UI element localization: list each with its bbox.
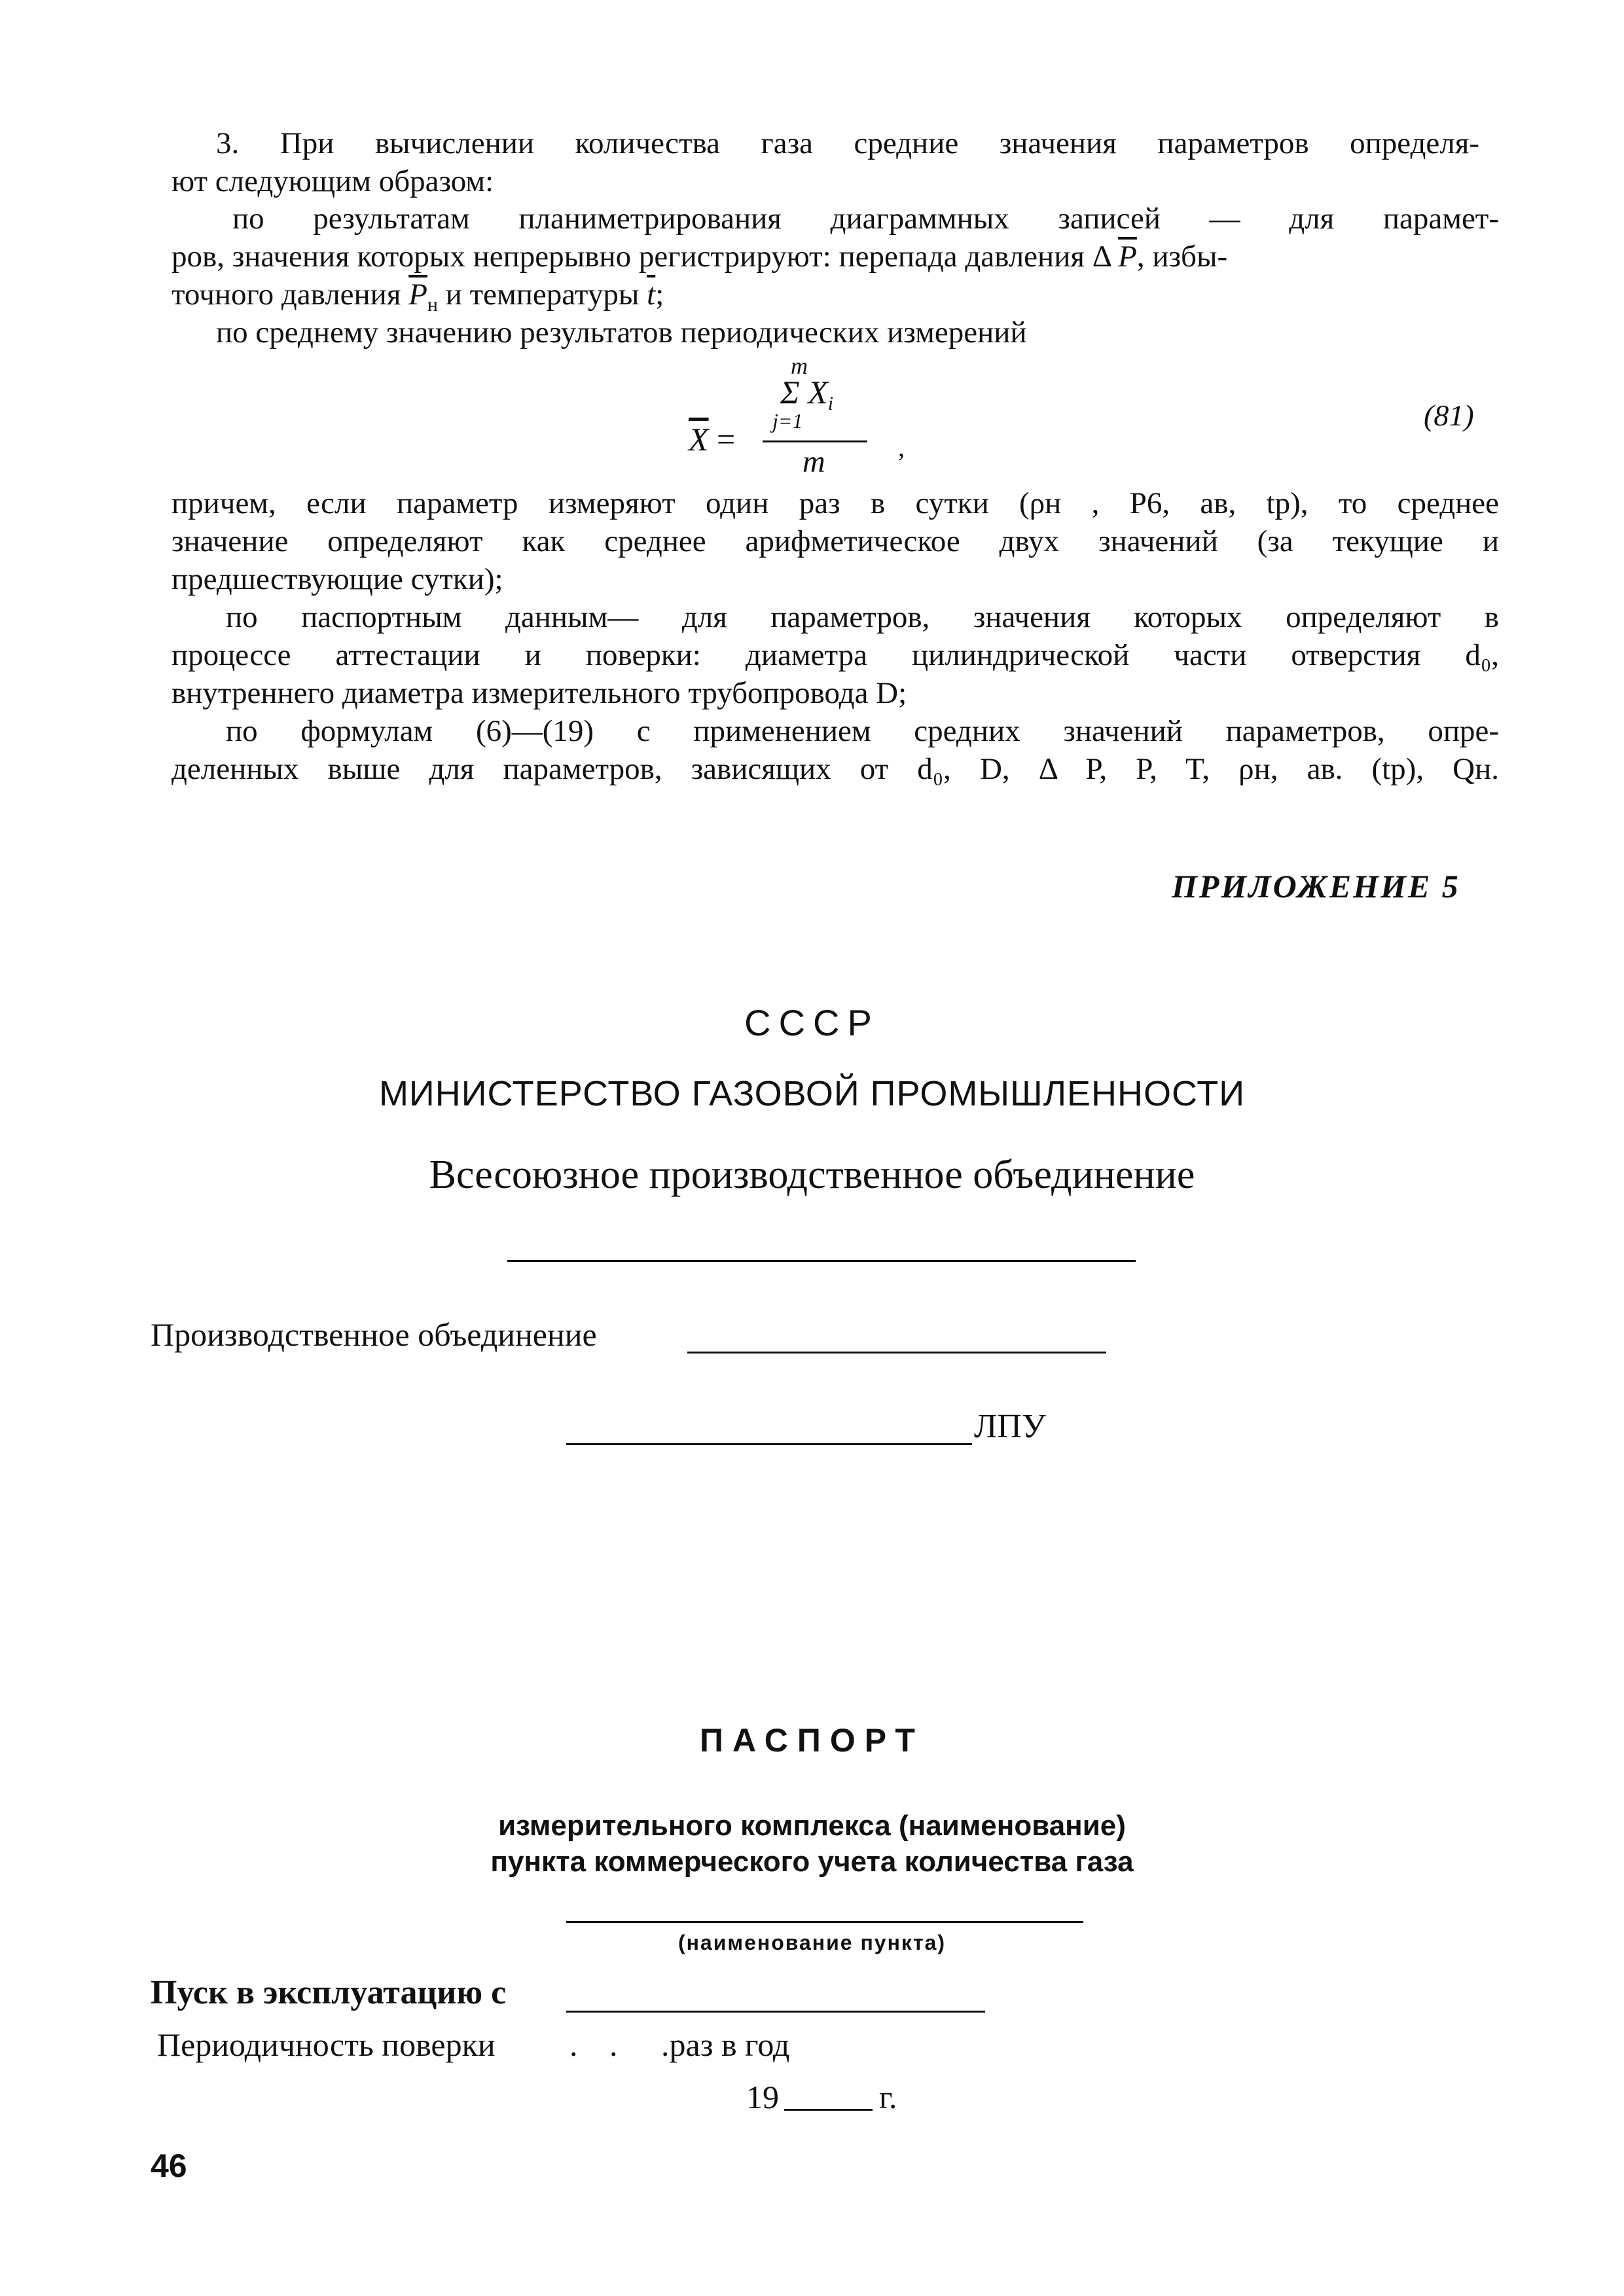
p2-text-a: ров, значения которых непрерывно регистрируют: перепада давления Δ — [171, 240, 1111, 274]
year-blank[interactable] — [784, 2109, 873, 2111]
p2-text-d: точного давления — [171, 278, 401, 312]
delta-p-symbol: $\overline{P}$ — [1118, 240, 1137, 274]
prod-assoc-blank[interactable] — [687, 1352, 1106, 1354]
period-dots: . . — [569, 2026, 630, 2063]
p2-text-e: и температуры — [445, 278, 640, 312]
t-symbol: $\overline{t}$ — [647, 278, 656, 312]
lpu-label: ЛПУ — [974, 1408, 1046, 1445]
page-number: 46 — [151, 2147, 187, 2184]
paragraph-4-line-2: значение определяют как среднее арифметическое двух значений (за текущие и — [171, 524, 1499, 558]
formula-lhs: $\overline{X}$ — [689, 421, 709, 457]
ministry-heading: МИНИСТЕРСТВО ГАЗОВОЙ ПРОМЫШЛЕННОСТИ — [378, 1074, 1246, 1113]
lpu-blank[interactable] — [566, 1443, 972, 1445]
formula-upper-limit: m — [791, 353, 808, 379]
formula-number: (81) — [1424, 399, 1474, 432]
sum-subscript: i — [827, 393, 834, 414]
paragraph-1-line-2: ют следующим образом: — [171, 164, 494, 198]
paragraph-1-line-1: 3. При вычислении количества газа средние значения параметров определя- — [216, 126, 1479, 160]
sigma-x: Σ X — [780, 374, 828, 410]
association-heading: Всесоюзное производственное объединение — [429, 1153, 1195, 1197]
paragraph-2-line-1: по результатам планиметрирования диаграммных записей — для парамет- — [232, 202, 1499, 236]
period-suffix: .раз в год — [661, 2026, 790, 2063]
formula-equals: = — [717, 421, 736, 457]
p2-text-c: , избы- — [1136, 240, 1228, 274]
passport-title: ПАСПОРТ — [700, 1722, 924, 1759]
paragraph-5-line-3: внутреннего диаметра измерительного трубопровода D; — [171, 676, 907, 710]
start-date-blank[interactable] — [566, 2011, 985, 2013]
year-prefix: 19 — [746, 2079, 779, 2115]
point-name-blank[interactable] — [566, 1921, 1083, 1923]
country-heading: СССР — [744, 1002, 880, 1043]
passport-subtitle-line-1: измерительного комплекса (наименование) — [498, 1810, 1126, 1842]
formula-denominator: m — [803, 444, 825, 479]
paragraph-2-line-2 — [171, 238, 1499, 276]
paragraph-4-line-3: предшествующие сутки); — [171, 562, 503, 596]
passport-subtitle-line-2: пункта коммерческого учета количества газа — [490, 1846, 1134, 1878]
paragraph-5-line-1: по паспортным данным— для параметров, значения которых определяют в — [226, 600, 1499, 634]
paragraph-6-line-2: деленных выше для параметров, зависящих от d₀, D, Δ P, P, T, ρн, aв. (tр), Qн. — [171, 752, 1499, 786]
paragraph-6-line-1: по формулам (6)—(19) с применением средних значений параметров, опре- — [226, 714, 1499, 748]
paragraph-5-line-2: процессе аттестации и поверки: диаметра цилиндрической части отверстия d₀, — [171, 638, 1499, 672]
paragraph-3: по среднему значению результатов периодических измерений — [216, 315, 1027, 350]
prod-assoc-label: Производственное объединение — [151, 1316, 597, 1353]
point-name-caption: (наименование пункта) — [677, 1931, 947, 1954]
year-suffix: г. — [879, 2079, 897, 2115]
formula-comma: , — [898, 433, 905, 462]
formula-lower-limit: j=1 — [772, 409, 803, 433]
association-name-blank[interactable] — [507, 1260, 1136, 1262]
fraction-bar — [763, 440, 867, 442]
p-n-subscript: н — [427, 294, 438, 315]
start-label: Пуск в эксплуатацию с — [151, 1974, 507, 2011]
paragraph-4-line-1: причем, если параметр измеряют один раз в сутки (ρн , P6, aв, tр), то среднее — [171, 486, 1499, 520]
p-n-symbol: $\overline{P}$ — [408, 278, 427, 312]
appendix-label: ПРИЛОЖЕНИЕ 5 — [1172, 868, 1460, 905]
period-label: Периодичность поверки — [157, 2026, 496, 2063]
p2-text-f: ; — [655, 278, 664, 312]
